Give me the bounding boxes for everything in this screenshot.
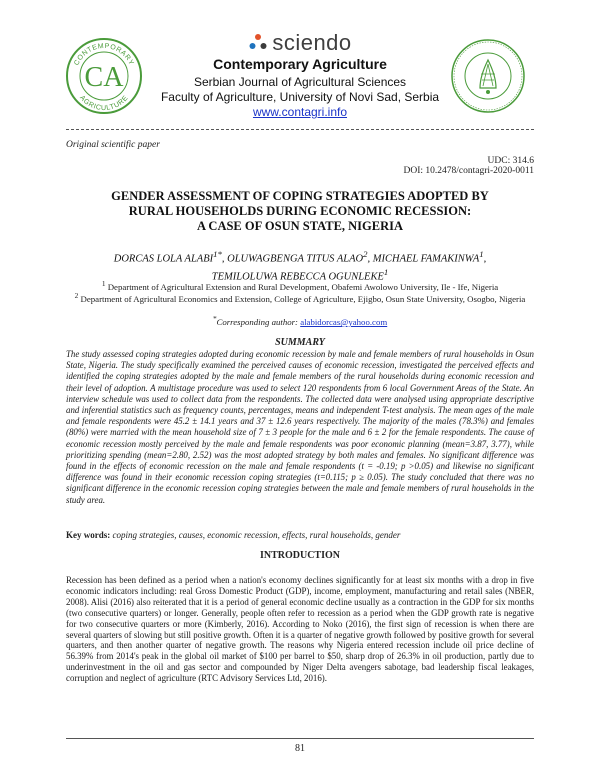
- logo-text-top: CONTEMPORARY: [73, 42, 135, 67]
- author-2-sup: 2: [363, 249, 368, 259]
- author-4: TEMILOLUWA REBECCA OGUNLEKE: [211, 271, 384, 282]
- journal-subtitle: Serbian Journal of Agricultural Sciences: [193, 75, 407, 89]
- logo-text-bottom: AGRICULTURE: [78, 94, 130, 113]
- summary-heading: SUMMARY: [275, 337, 325, 348]
- header-divider: [66, 129, 534, 130]
- keywords-text: coping strategies, causes, economic recession, effects, rural households, gender: [110, 530, 401, 540]
- author-4-sup: 1: [383, 266, 389, 277]
- sciendo-logo-icon: [248, 33, 268, 53]
- university-seal-icon: [450, 38, 526, 114]
- logo-monogram: CA: [84, 62, 124, 93]
- faculty-line: Faculty of Agriculture, University of Novi Sad, Serbia: [160, 90, 440, 104]
- introduction-text: Recession has been defined as a period when a nation's economy declines significantly for at least six months with a drop in five economic indicators including: real Gross Domestic Product (GDP), income, employment, manufacturing and retail sales (NBER, 2008). Alisi (2016) also reiterated that it is a period of general economic decline usually as a contraction in the GDP for six months (two consecutive quarters) or longer. Generally, people often refer to recession as a period when the GDP growth rate is negative for two consecutive quarters or more (Kimberly, 2016). According to Noko (2016), the first sign of recession is when there are several quarters of slowing but still positive growth. Often it is a quarter of negative growth followed by positive growth for several quarters, and then another quarter of negative growth. The reasons why Nigeria entered recession include oil price decline of 56.39% from 2014's peak in the global oil market of $100 per barrel to $50, sharp drop of 26.3% in oil production, partly due to underinvestment in the oil and gas sector and compounded by Niger Delta avengers sabotage, bad leadership fiscal leakages, corruption and neglect of agriculture (RTC Advisory Services Ltd, 2016).: [66, 575, 534, 684]
- paper-type: Original scientific paper: [66, 140, 160, 150]
- author-1: DORCAS LOLA ALABI: [113, 253, 214, 265]
- keywords: [66, 530, 534, 541]
- corresponding-author: [66, 314, 534, 327]
- introduction-heading: INTRODUCTION: [259, 550, 340, 561]
- doi: DOI: 10.2478/contagri-2020-0011: [403, 166, 534, 176]
- page-number: 81: [295, 743, 305, 754]
- footer-divider: [66, 738, 534, 739]
- udc-code: UDC: 314.6: [487, 156, 534, 166]
- author-3-sup: 1: [479, 249, 484, 259]
- journal-header: [0, 28, 600, 123]
- keywords-label: Key words:: [66, 530, 111, 540]
- author-3: , MICHAEL FAMAKINWA: [367, 253, 480, 265]
- title-line-1: GENDER ASSESSMENT OF COPING STRATEGIES ADOPTED BY: [111, 189, 489, 203]
- journal-website-link[interactable]: www.contagri.info: [252, 105, 348, 119]
- title-line-2: RURAL HOUSEHOLDS DURING ECONOMIC RECESSION:: [128, 204, 472, 218]
- corr-email-link[interactable]: alabidorcas@yahoo.com: [300, 316, 388, 327]
- affiliation-2-text: Department of Agricultural Economics and Extension, College of Agriculture, Ejigbo, Osun State University, Osogbo, Nigeria: [80, 293, 526, 304]
- title-line-3: A CASE OF OSUN STATE, NIGERIA: [196, 219, 404, 233]
- journal-title: Contemporary Agriculture: [213, 56, 387, 72]
- corr-label: Corresponding author:: [216, 316, 301, 327]
- corr-sup: *: [212, 314, 217, 323]
- paper-title: [66, 189, 534, 234]
- affiliation-2: [66, 290, 534, 305]
- affiliation-2-sup: 2: [74, 291, 79, 300]
- affiliation-1-sup: 1: [101, 279, 106, 288]
- summary-text: The study assessed coping strategies adopted during economic recession by male and female members of rural households in Osun State, Nigeria. The study specifically examined the perceived causes of economic recession, investigated the perceived effects and identified the coping strategies adopted by the male and female members of the rural households during economic recession and their level of adoption. A multistage procedure was used to select 120 respondents from 6 local Government Areas of the State. An interview schedule was used to collect data from the respondents. The collected data were analysed using appropriate descriptive and inferential statistics such as frequency counts, percentages, means and independent T-test analysis. The mean ages of the male and female respondents were 45.2 ± 14.1 years and 37 ± 12.6 years respectively. The majority of the males (78.3%) and females (80%) were married with the mean household size of 7 ± 3 people for the male and 6 ± 2 for the female respondents. The cause of economic recession mostly perceived by the male and female respondents was poor economic planning (mean=3.87, 3.77), while prioritizing spending (mean=2.80, 2.52) was the most adopted strategy by both males and females. No significant difference was found in the effects of economic recession on the male and female respondents (t = -0.19; p >0.05) and likewise no significant difference was found in their economic recession coping strategies (t=0.115; p ≥ 0.05). The study concluded that there was no significant difference in the economic recession coping strategies between the male and female members of rural households in the study area.: [66, 349, 534, 505]
- affiliation-1-text: Department of Agricultural Extension and Rural Development, Obafemi Awolowo University, Ile - Ife, Nigeria: [107, 281, 499, 292]
- author-sep: ,: [483, 253, 487, 265]
- author-1-sup: 1*: [213, 249, 222, 259]
- publisher-label: sciendo: [272, 30, 352, 55]
- author-2: , OLUWAGBENGA TITUS ALAO: [221, 253, 364, 265]
